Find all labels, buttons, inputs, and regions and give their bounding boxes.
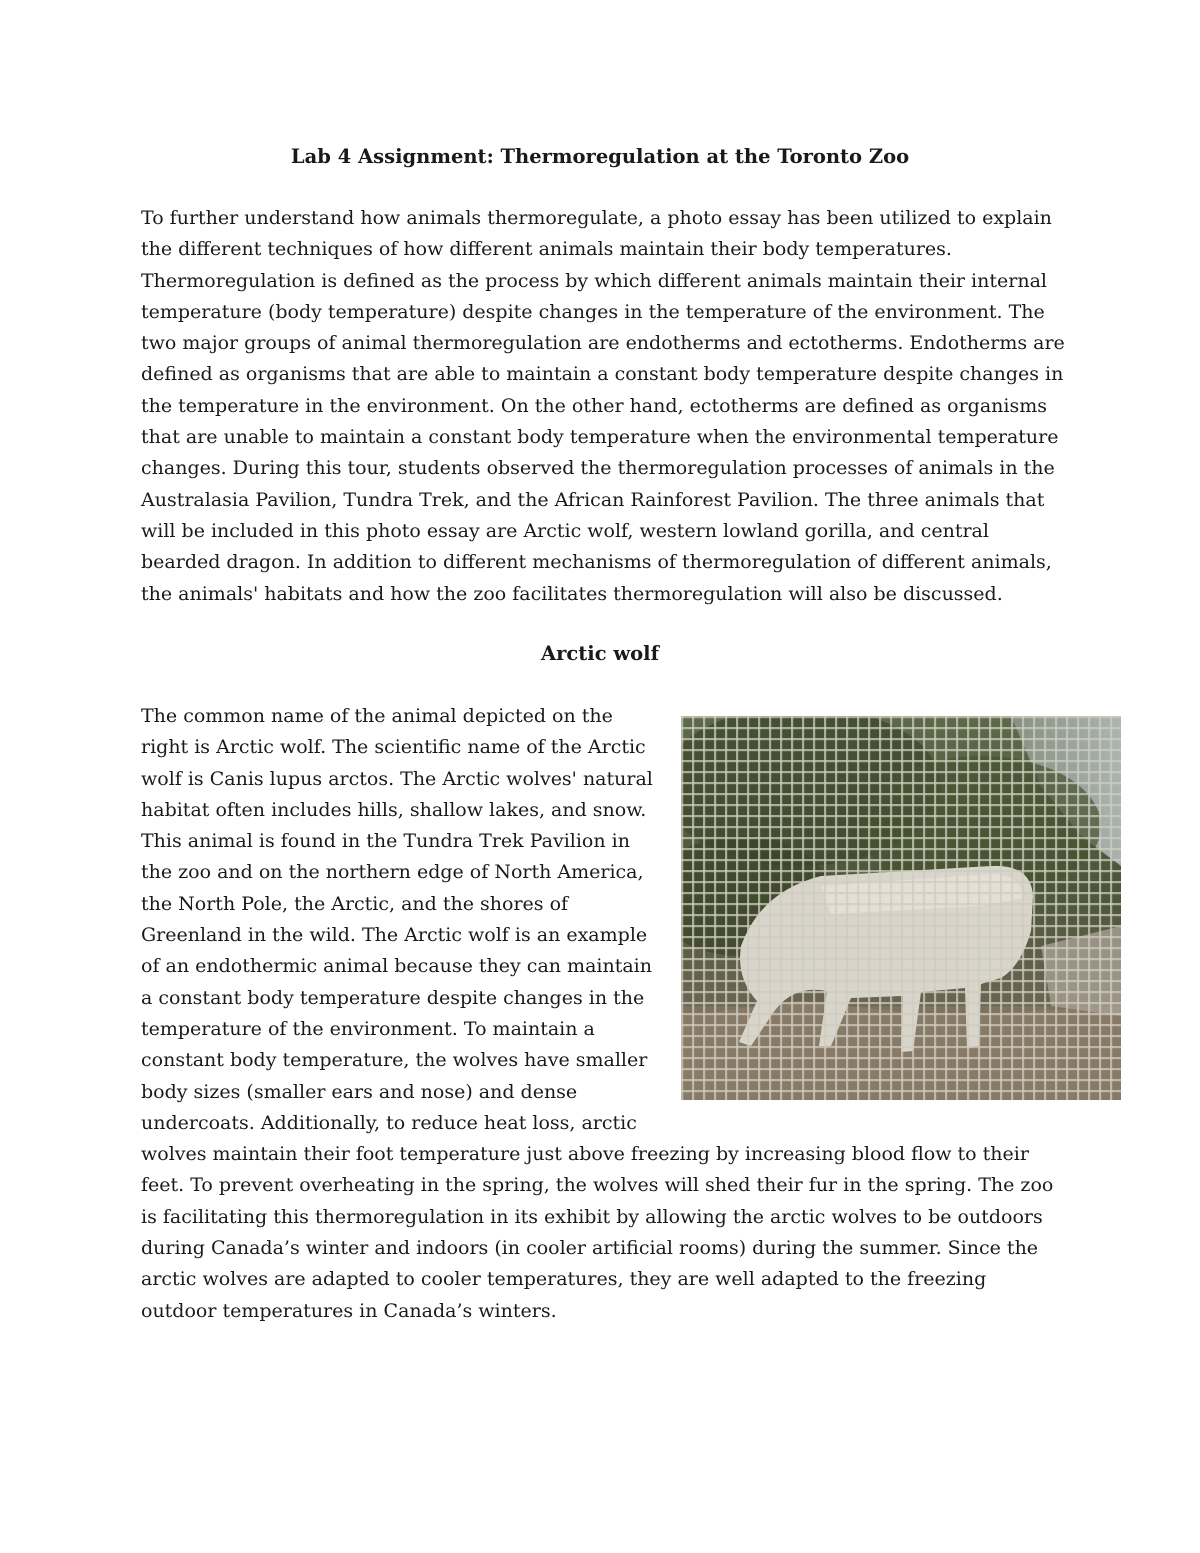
arctic-wolf-section bbox=[141, 701, 1066, 1327]
intro-paragraph: To further understand how animals thermoregulate, a photo essay has been utilized to explain the different techniques of how different animals maintain their body temperatures. Thermoregulation is defined as the process by which different animals maintain their internal temperature (body temperature) despite changes in the temperature of the environment. The two major groups of animal thermoregulation are endotherms and ectotherms. Endotherms are defined as organisms that are able to maintain a constant body temperature despite changes in the temperature in the environment. On the other hand, ectotherms are defined as organisms that are unable to maintain a constant body temperature when the environmental temperature changes. During this tour, students observed the thermoregulation processes of animals in the Australasia Pavilion, Tundra Trek, and the African Rainforest Pavilion. The three animals that will be included in this photo essay are Arctic wolf, western lowland gorilla, and central bearded dragon. In addition to different mechanisms of thermoregulation of different animals, the animals' habitats and how the zoo facilitates thermoregulation will also be discussed. bbox=[141, 207, 1065, 605]
arctic-wolf-paragraph: The common name of the animal depicted on the right is Arctic wolf. The scientific name of the Arctic wolf is Canis lupus arctos. The Arctic wolves' natural habitat often includes hills, shallow lakes, and snow. This animal is found in the Tundra Trek Pavilion in the zoo and on the northern edge of North America, the North Pole, the Arctic, and the shores of Greenland in the wild. The Arctic wolf is an example of an endothermic animal because they can maintain a constant body temperature despite changes in the temperature of the environment. To maintain a constant body temperature, the wolves have smaller body sizes (smaller ears and nose) and dense undercoats. Additionally, to reduce heat loss, arctic wolves maintain their foot temperature just above freezing by increasing blood flow to their feet. To prevent overheating in the spring, the wolves will shed their fur in the spring. The zoo is facilitating this thermoregulation in its exhibit by allowing the arctic wolves to be outdoors during Canada’s winter and indoors (in cooler artificial rooms) during the summer. Since the arctic wolves are adapted to cooler temperatures, they are well adapted to the freezing outdoor temperatures in Canada’s winters. bbox=[141, 705, 1054, 1322]
section-heading-arctic-wolf: Arctic wolf bbox=[541, 642, 659, 665]
arctic-wolf-photo bbox=[681, 716, 1121, 1100]
document-title: Lab 4 Assignment: Thermoregulation at the Toronto Zoo bbox=[290, 145, 910, 168]
arctic-wolf-image-icon bbox=[681, 716, 1121, 1100]
